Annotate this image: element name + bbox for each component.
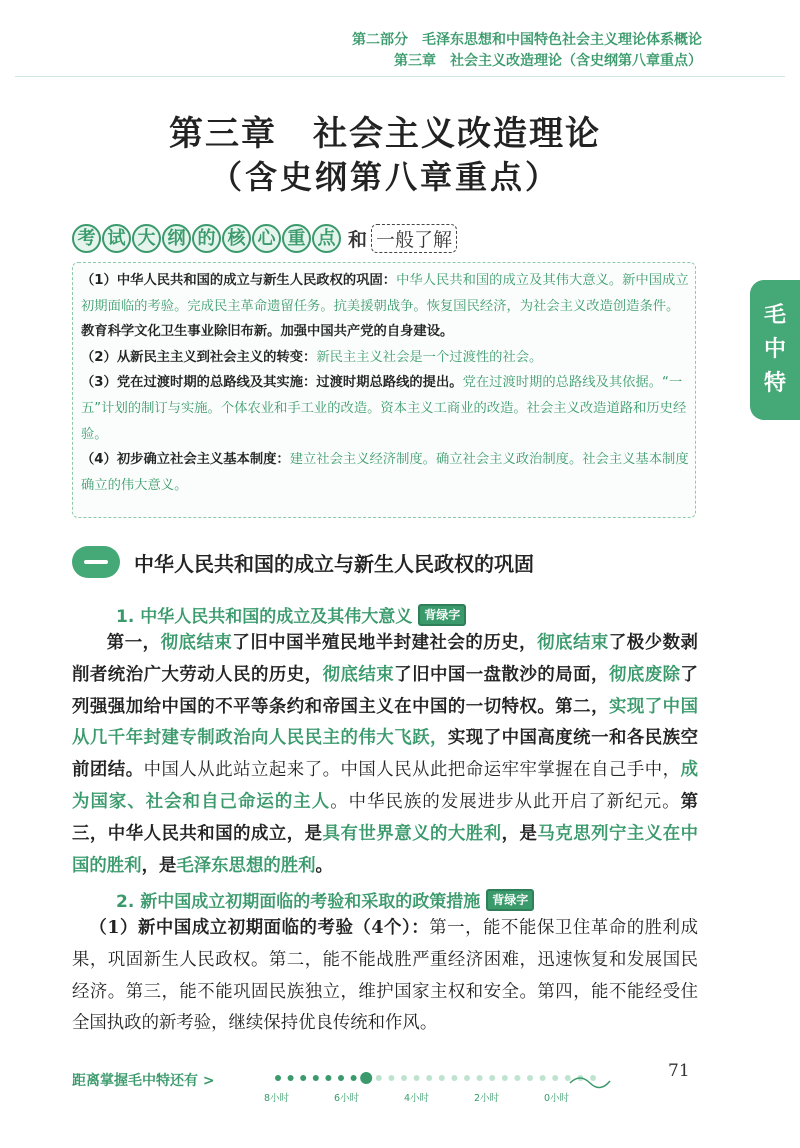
green-text: 毛泽东思想的胜利 [176,855,316,876]
text-run: 。 [315,855,333,876]
side-tab-char: 毛 [763,303,786,328]
outline-item-green: 党在过渡时期的总路线及其依据。“一五”计划的制订与实施。个体农业和手工业的改造。资本主义工商业的改造。社会主义改造道路和历史经验。 [81,375,687,442]
progress-dot [300,1075,306,1081]
green-text: 彻底结束 [537,633,609,653]
paragraph-text [72,628,698,882]
progress-dot [590,1075,596,1081]
chapter-subtitle: （含史纲第八章重点） [209,158,560,196]
outline-item-head: （4）初步确立社会主义基本制度： [81,452,290,468]
running-header [352,30,702,72]
bubble-char: 大 [132,224,161,253]
page-number: 71 [668,1061,690,1081]
progress-tick-label: 8小时 [264,1093,290,1104]
text-run: 第三，中华人民共和国的成立，是 [72,791,698,844]
progress-dot [313,1075,319,1081]
outline-item [81,447,689,498]
subsection-heading [116,602,466,627]
outline-item [81,268,689,345]
text-run: （1）新中国成立初期面临的考验（4个）： [89,918,430,938]
progress-tick-label: 2小时 [474,1093,500,1104]
section-heading [72,546,534,578]
progress-tick-label: 0小时 [544,1093,570,1104]
header-divider [15,76,785,77]
progress-dot [451,1075,457,1081]
green-text: 彻底结束 [160,633,233,653]
body-paragraph [72,913,698,1040]
outline-item [81,370,689,447]
progress-dot [351,1075,357,1081]
progress-dot [439,1075,445,1081]
progress-dot [288,1075,294,1081]
progress-dot [565,1075,571,1081]
memorize-green-tag: 背绿字 [486,889,534,911]
outline-item-bold: 教育科学文化卫生事业除旧布新。加强中国共产党的自身建设。 [81,324,454,340]
text-run: 了极少数剥削者统治广大劳动人民的历史， [72,633,698,685]
bubble-char: 核 [222,224,251,253]
outline-item-head: （2）从新民主主义到社会主义的转变： [81,349,317,365]
study-progress-label: 距离掌握毛中特还有 > [72,1073,215,1089]
green-text: 成为国家、社会和自己命运的主人 [72,760,698,812]
general-understanding-label: 一般了解 [371,224,457,253]
outline-item-head: （3）党在过渡时期的总路线及其实施：过渡时期总路线的提出。 [81,375,463,391]
green-text: 实现了中国从几千年封建专制政治向人民民主的伟大飞跃， [72,696,698,749]
progress-dot [338,1075,344,1081]
text-run: 。中华民族的发展进步从此开启了新纪元。 [330,791,681,812]
progress-dot [514,1075,520,1081]
progress-dot [426,1075,432,1081]
bubble-char: 点 [312,224,341,253]
key-points-label [72,224,457,253]
progress-dot [552,1075,558,1081]
outline-item [81,345,689,371]
outline-item-green: 中华人民共和国的成立及其伟大意义。新中国成立初期面临的考验。完成民主革命遗留任务。抗美援朝战争。恢复国民经济，为社会主义改造创造条件。 [81,273,689,314]
progress-tick-label: 6小时 [334,1093,360,1104]
paragraph-text [72,913,698,1040]
progress-dot [414,1075,420,1081]
side-tab-char: 中 [763,337,786,362]
progress-dot [401,1075,407,1081]
and-text: 和 [348,229,368,251]
bubble-char: 重 [282,224,311,253]
outline-item-green: 新民主主义社会是一个过渡性的社会。 [316,349,543,365]
side-tab-char: 特 [763,371,786,396]
outline-item-green: 建立社会主义经济制度。确立社会主义政治制度。社会主义基本制度确立的伟大意义。 [81,452,689,493]
subsection-heading [116,887,534,912]
text-run: 实现了中国高度统一和各民族空前团结。 [72,728,698,781]
green-text: 马克思列宁主义在中国的胜利 [72,823,698,876]
side-tab [750,280,800,420]
text-run: 了旧中国一盘散沙的局面， [394,664,609,685]
text-run: ，是 [141,855,177,876]
chapter-title: 第三章 社会主义改造理论 [169,114,601,154]
subsection-title: 2. 新中国成立初期面临的考验和采取的政策措施 [116,892,481,912]
progress-tick-label: 4小时 [404,1093,430,1104]
progress-dot [527,1075,533,1081]
syllabus-outline-box [72,262,696,518]
progress-dot [388,1075,394,1081]
progress-dot [540,1075,546,1081]
text-run: 第一， [106,633,161,653]
green-text: 具有世界意义的大胜利 [322,823,502,844]
running-header-part: 第二部分 毛泽东思想和中国特色社会主义理论体系概论 [352,32,702,48]
running-header-chapter: 第三章 社会主义改造理论（含史纲第八章重点） [394,53,702,69]
progress-dot [275,1075,281,1081]
green-text: 彻底废除 [608,664,681,685]
text-run: ，是 [501,823,538,844]
bubble-char: 考 [72,224,101,253]
body-paragraph [72,628,698,882]
text-run: 中国人从此站立起来了。中国人民从此把命运牢牢掌握在自己手中， [143,760,681,781]
progress-dot [489,1075,495,1081]
subsection-title: 1. 中华人民共和国的成立及其伟大意义 [116,607,413,627]
progress-dot [376,1075,382,1081]
progress-dot [464,1075,470,1081]
bubble-char: 试 [102,224,131,253]
memorize-green-tag: 背绿字 [418,604,466,626]
progress-dot [360,1072,372,1084]
finish-wave-icon [570,1078,610,1088]
green-text: 彻底结束 [322,664,395,685]
progress-dot [477,1075,483,1081]
section-number-badge [72,546,120,578]
outline-item-head: （1）中华人民共和国的成立与新生人民政权的巩固： [81,273,397,288]
text-run: 了列强强加给中国的不平等条约和帝国主义在中国的一切特权。第二， [72,664,698,717]
text-run: 了旧中国半殖民地半封建社会的历史， [232,633,538,653]
text-run: 第一，能不能保卫住革命的胜利成果，巩固新生人民政权。第二，能不能战胜严重经济困难，迅速恢复和发展国民经济。第三，能不能巩固民族独立，维护国家主权和安全。第四，能不能经受住全国执政的新考验，继续保持优良传统和作风。 [72,918,698,1034]
progress-dot [502,1075,508,1081]
section-title: 中华人民共和国的成立与新生人民政权的巩固 [134,551,534,576]
progress-track [270,1069,630,1099]
bubble-char: 纲 [162,224,191,253]
bubble-char: 心 [252,224,281,253]
progress-dot [325,1075,331,1081]
bubble-char: 的 [192,224,221,253]
